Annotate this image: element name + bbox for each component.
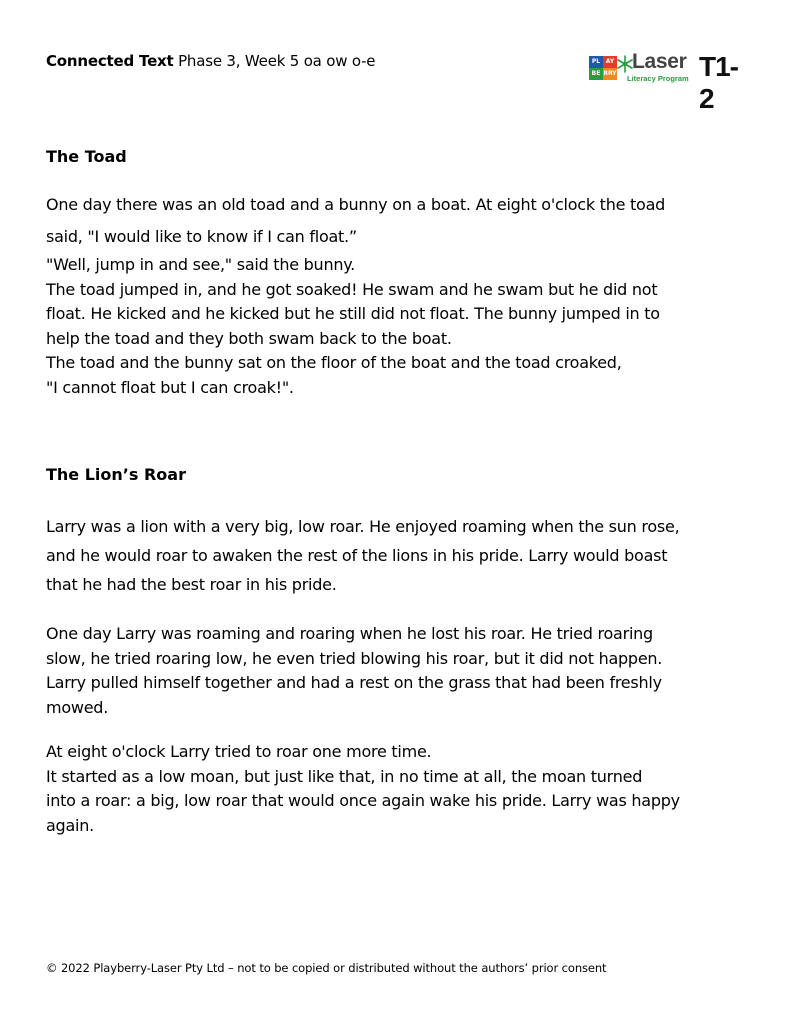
story2-title: The Lion’s Roar	[46, 465, 186, 484]
copyright-footer: © 2022 Playberry-Laser Pty Ltd – not to be copied or distributed without the authors’ prior consent	[46, 961, 607, 975]
logo-grid-cell: BE	[589, 68, 603, 80]
text-line: The toad jumped in, and he got soaked! He swam and he swam but he did not	[46, 279, 658, 299]
text-line: and he would roar to awaken the rest of the lions in his pride. Larry would boast	[46, 546, 668, 565]
text-line: At eight o'clock Larry tried to roar one more time.	[46, 742, 432, 761]
text-line: One day there was an old toad and a bunny on a boat. At eight o'clock the toad	[46, 195, 666, 214]
story2-paragraph-1	[46, 512, 766, 599]
logo-subtitle: Literacy Program	[627, 74, 689, 83]
text-line: mowed.	[46, 697, 109, 717]
logo-wordmark: Laser	[632, 50, 687, 73]
logo-grid-cell: AY	[603, 56, 617, 68]
logo-grid-cell: PL	[589, 56, 603, 68]
playberry-logo-grid	[589, 56, 617, 80]
logo-grid-cell: RRY	[603, 68, 617, 80]
text-line: into a roar: a big, low roar that would once again wake his pride. Larry was happy	[46, 791, 680, 810]
text-line: Larry was a lion with a very big, low roar. He enjoyed roaming when the sun rose,	[46, 517, 680, 536]
header-label-rest: Phase 3, Week 5 oa ow o-e	[178, 52, 376, 70]
text-line: "I cannot float but I can croak!".	[46, 377, 294, 397]
text-line: slow, he tried roaring low, he even tried blowing his roar, but it did not happen.	[46, 648, 663, 668]
text-line: "Well, jump in and see," said the bunny.	[46, 255, 355, 274]
text-line: One day Larry was roaming and roaring when he lost his roar. He tried roaring	[46, 624, 653, 643]
story1-text	[46, 193, 766, 400]
text-line: said, "I would like to know if I can float.”	[46, 227, 357, 246]
text-line: again.	[46, 815, 94, 835]
story2-paragraph-2	[46, 622, 766, 720]
text-line: Larry pulled himself together and had a rest on the grass that had been freshly	[46, 673, 662, 692]
header-label-bold: Connected Text	[46, 52, 174, 70]
logo-level: T1-2	[699, 51, 738, 114]
text-line: It started as a low moan, but just like that, in no time at all, the moan turned	[46, 766, 643, 786]
text-line: The toad and the bunny sat on the floor of the boat and the toad croaked,	[46, 353, 622, 372]
header-line	[46, 52, 375, 70]
story1-title: The Toad	[46, 147, 127, 166]
laser-logo	[589, 50, 749, 114]
text-line: float. He kicked and he kicked but he still did not float. The bunny jumped in to	[46, 304, 660, 323]
story2-paragraph-3	[46, 740, 766, 838]
text-line: help the toad and they both swam back to the boat.	[46, 328, 452, 348]
text-line: that he had the best roar in his pride.	[46, 575, 337, 594]
